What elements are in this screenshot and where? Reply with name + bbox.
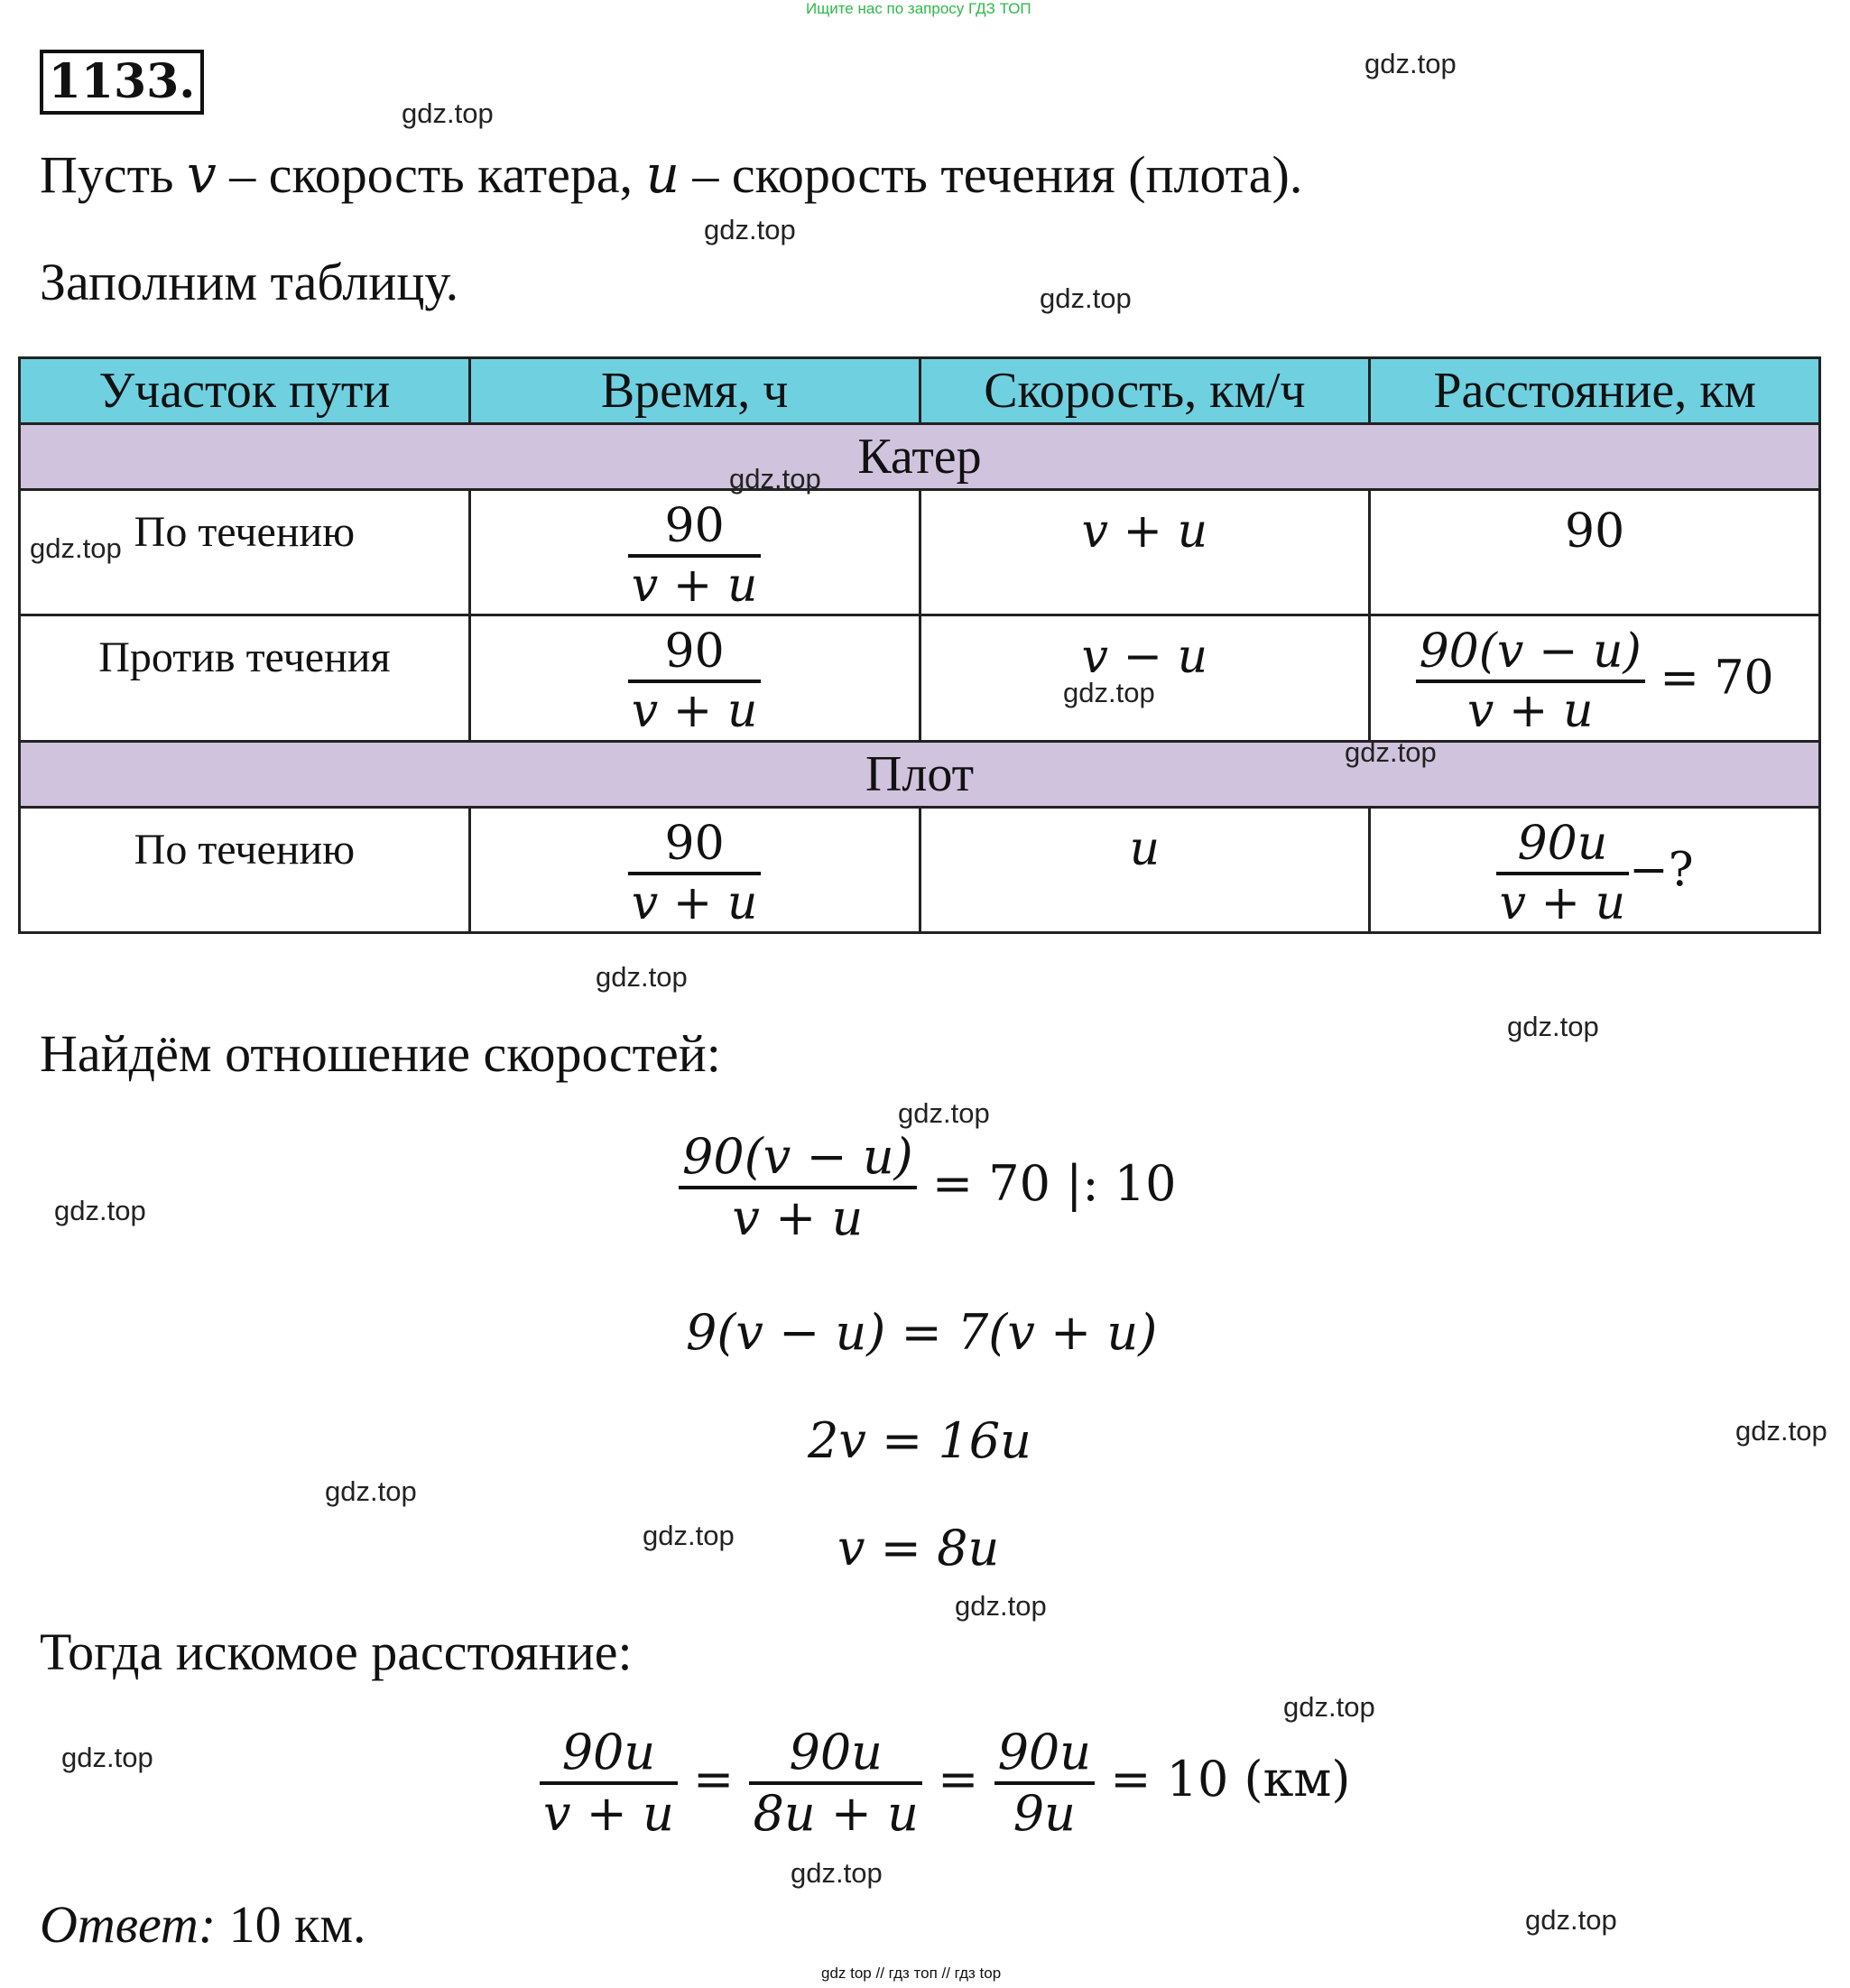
row-label: По течению	[134, 826, 356, 874]
fraction-denominator: v + u	[1466, 684, 1594, 738]
watermark: gdz.top	[30, 532, 122, 564]
watermark: gdz.top	[704, 214, 796, 245]
final-equals-1: =	[693, 1751, 735, 1808]
watermark: gdz.top	[596, 961, 688, 993]
header-segment: Участок пути	[20, 358, 470, 424]
watermark: gdz.top	[1283, 1691, 1375, 1723]
table-row	[20, 615, 1820, 742]
watermark: gdz.top	[1063, 677, 1155, 708]
header-time: Время, ч	[469, 358, 920, 424]
answer-value: 10 км.	[216, 1895, 366, 1954]
then-distance-text: Тогда искомое расстояние:	[40, 1623, 633, 1681]
fraction-numerator: 90u	[789, 1724, 883, 1780]
table-row	[20, 808, 1820, 933]
watermark: gdz.top	[1345, 736, 1437, 768]
watermark: gdz.top	[1735, 1415, 1827, 1447]
row-label: По течению	[134, 508, 356, 556]
watermark: gdz.top	[1525, 1904, 1617, 1936]
final-equals-2: =	[938, 1751, 979, 1808]
intro-part3: – скорость течения (плота).	[679, 145, 1303, 204]
intro-text	[40, 144, 1302, 205]
watermark: gdz.top	[898, 1097, 990, 1129]
watermark: gdz.top	[791, 1857, 883, 1889]
distance-value: 90	[1565, 504, 1625, 559]
top-banner[interactable]: Ищите нас по запросу ГДЗ ТОП	[806, 0, 1031, 17]
watermark: gdz.top	[1040, 282, 1132, 314]
solution-table	[18, 356, 1821, 934]
fraction-numerator: 90	[664, 499, 725, 553]
answer-label: Ответ:	[40, 1895, 217, 1954]
fraction-denominator: v + u	[1499, 876, 1626, 930]
bottom-links[interactable]: gdz top // гдз топ // гдз top	[821, 1965, 1002, 1982]
watermark: gdz.top	[955, 1590, 1047, 1622]
time-fraction	[628, 816, 762, 931]
final-result: = 10 (км)	[1110, 1751, 1351, 1808]
header-speed: Скорость, км/ч	[920, 358, 1370, 424]
answer	[40, 1895, 366, 1955]
watermark: gdz.top	[402, 97, 494, 129]
fraction-numerator: 90u	[561, 1724, 656, 1780]
watermark: gdz.top	[61, 1742, 153, 1773]
fraction-denominator: v + u	[631, 684, 758, 738]
speed-value: u	[1129, 822, 1161, 876]
fraction-denominator: 8u + u	[753, 1785, 919, 1842]
table-row	[20, 490, 1820, 615]
fraction-numerator: 90(v − u)	[1419, 624, 1642, 679]
final-fraction-2	[749, 1724, 922, 1843]
equation-2: 9(v − u) = 7(v + u)	[686, 1304, 1158, 1361]
var-u: u	[645, 143, 680, 205]
find-ratio-text: Найдём отношение скоростей:	[40, 1024, 721, 1083]
intro-part1: Пусть	[40, 145, 187, 204]
equation-1	[679, 1128, 1176, 1247]
speed-value: v + u	[1081, 504, 1208, 559]
distance-equals: = 70	[1660, 651, 1774, 706]
fraction-numerator: 90(v − u)	[682, 1128, 913, 1185]
equation-4: v = 8u	[837, 1520, 1000, 1577]
final-fraction-3	[994, 1724, 1096, 1843]
watermark: gdz.top	[1507, 1011, 1599, 1042]
watermark: gdz.top	[643, 1520, 735, 1551]
watermark: gdz.top	[325, 1475, 417, 1507]
eq1-fraction	[679, 1128, 917, 1247]
watermark: gdz.top	[729, 463, 821, 495]
fraction-denominator: v + u	[631, 876, 758, 930]
speed-value: v − u	[1081, 630, 1208, 684]
table-header-row	[20, 358, 1820, 424]
time-fraction	[628, 498, 762, 614]
intro-part2: – скорость катера,	[216, 145, 646, 204]
fraction-numerator: 90u	[1517, 817, 1608, 871]
fraction-numerator: 90	[664, 817, 725, 871]
section-boat: Катер	[20, 424, 1820, 490]
fraction-denominator: v + u	[631, 559, 758, 613]
distance-fraction	[1416, 624, 1645, 739]
fraction-denominator: v + u	[543, 1785, 674, 1842]
time-fraction	[628, 624, 762, 739]
fraction-denominator: v + u	[732, 1189, 864, 1246]
fill-table-text: Заполним таблицу.	[40, 253, 459, 311]
fraction-denominator: 9u	[1013, 1785, 1076, 1842]
equation-3: 2v = 16u	[808, 1412, 1031, 1469]
fraction-numerator: 90u	[997, 1724, 1092, 1780]
section-raft-row	[20, 742, 1820, 808]
distance-question: −?	[1629, 843, 1694, 898]
distance-fraction	[1496, 816, 1630, 931]
var-v: v	[186, 143, 217, 205]
final-fraction-1	[540, 1724, 678, 1843]
final-equation	[540, 1724, 1350, 1843]
watermark: gdz.top	[1364, 48, 1457, 79]
section-boat-row	[20, 424, 1820, 490]
header-distance: Расстояние, км	[1370, 358, 1820, 424]
row-label: Против течения	[98, 633, 391, 681]
watermark: gdz.top	[54, 1195, 146, 1226]
section-raft: Плот	[20, 742, 1820, 808]
problem-number: 1133.	[40, 50, 204, 115]
fraction-numerator: 90	[664, 624, 725, 679]
eq1-tail: = 70 |: 10	[931, 1155, 1177, 1212]
